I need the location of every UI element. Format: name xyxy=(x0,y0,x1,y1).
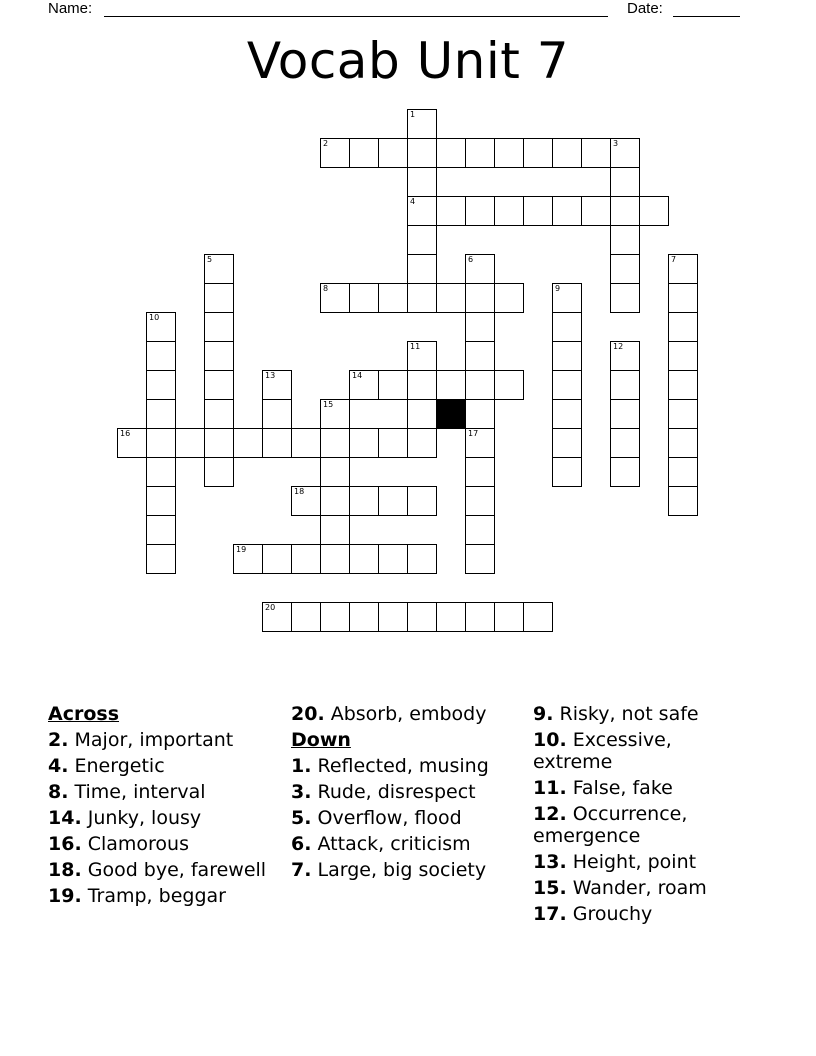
crossword-cell[interactable] xyxy=(262,544,292,574)
clue-across-18: 18. Good bye, farewell xyxy=(48,859,267,881)
crossword-cell[interactable] xyxy=(639,196,669,226)
crossword-cell[interactable] xyxy=(349,486,379,516)
clue-number: 2 xyxy=(323,139,329,148)
crossword-cell[interactable] xyxy=(668,399,698,429)
crossword-cell[interactable] xyxy=(262,428,292,458)
crossword-cell[interactable] xyxy=(407,428,437,458)
crossword-cell[interactable] xyxy=(204,457,234,487)
clue-number: 7 xyxy=(671,255,677,264)
crossword-cell[interactable] xyxy=(175,428,205,458)
crossword-cell-11[interactable] xyxy=(407,341,437,371)
crossword-cell[interactable] xyxy=(320,486,350,516)
crossword-cell[interactable] xyxy=(407,283,437,313)
crossword-cell[interactable] xyxy=(610,225,640,255)
clue-number: 18 xyxy=(294,487,305,496)
clues-column-1 xyxy=(48,703,268,907)
clues-column-3 xyxy=(533,703,753,925)
crossword-cell[interactable] xyxy=(581,138,611,168)
crossword-cell[interactable] xyxy=(465,283,495,313)
crossword-cell[interactable] xyxy=(494,602,524,632)
clue-down-13: 13. Height, point xyxy=(533,851,697,873)
crossword-cell[interactable] xyxy=(407,225,437,255)
clue-number: 1 xyxy=(410,110,416,119)
crossword-cell[interactable] xyxy=(378,283,408,313)
crossword-cell[interactable] xyxy=(523,138,553,168)
crossword-cell[interactable] xyxy=(349,138,379,168)
crossword-cell[interactable] xyxy=(610,457,640,487)
crossword-cell[interactable] xyxy=(610,196,640,226)
crossword-cell[interactable] xyxy=(465,138,495,168)
name-label: Name: xyxy=(48,0,93,17)
crossword-cell[interactable] xyxy=(465,196,495,226)
crossword-cell[interactable] xyxy=(378,370,408,400)
crossword-cell[interactable] xyxy=(610,254,640,284)
crossword-cell[interactable] xyxy=(204,283,234,313)
crossword-cell[interactable] xyxy=(146,370,176,400)
crossword-cell-13[interactable] xyxy=(262,370,292,400)
clue-number: 4 xyxy=(410,197,416,206)
crossword-cell[interactable] xyxy=(407,544,437,574)
crossword-cell[interactable] xyxy=(204,370,234,400)
crossword-cell[interactable] xyxy=(523,196,553,226)
crossword-cell[interactable] xyxy=(349,428,379,458)
crossword-cell[interactable] xyxy=(378,602,408,632)
crossword-cell[interactable] xyxy=(494,196,524,226)
crossword-cell[interactable] xyxy=(436,370,466,400)
clue-across-19: 19. Tramp, beggar xyxy=(48,885,226,907)
crossword-cell[interactable] xyxy=(378,428,408,458)
crossword-cell-10[interactable] xyxy=(146,312,176,342)
clue-number: 8 xyxy=(323,284,329,293)
clue-across-4: 4. Energetic xyxy=(48,755,165,777)
crossword-cell[interactable] xyxy=(610,428,640,458)
crossword-cell[interactable] xyxy=(523,602,553,632)
clue-across-14: 14. Junky, lousy xyxy=(48,807,202,829)
clue-number: 10 xyxy=(149,313,160,322)
crossword-cell-5[interactable] xyxy=(204,254,234,284)
crossword-cell[interactable] xyxy=(204,341,234,371)
down-heading: Down xyxy=(291,729,351,751)
crossword-cell-12[interactable] xyxy=(610,341,640,371)
crossword-cell[interactable] xyxy=(407,138,437,168)
crossword-cell-4[interactable] xyxy=(407,196,437,226)
crossword-cell[interactable] xyxy=(610,167,640,197)
clue-down-11: 11. False, fake xyxy=(533,777,673,799)
page-title: Vocab Unit 7 xyxy=(246,32,570,90)
crossword-cell[interactable] xyxy=(494,370,524,400)
crossword-cell[interactable] xyxy=(668,428,698,458)
crossword-cell[interactable] xyxy=(610,399,640,429)
crossword-cell[interactable] xyxy=(552,341,582,371)
crossword-cell[interactable] xyxy=(407,167,437,197)
crossword-cell[interactable] xyxy=(146,399,176,429)
crossword-cell-20[interactable] xyxy=(262,602,292,632)
crossword-cell[interactable] xyxy=(291,544,321,574)
crossword-cell[interactable] xyxy=(146,457,176,487)
crossword-cell[interactable] xyxy=(668,341,698,371)
crossword-cell-2[interactable] xyxy=(320,138,350,168)
crossword-cell[interactable] xyxy=(610,283,640,313)
clue-across-20: 20. Absorb, embody xyxy=(291,703,487,725)
crossword-cell[interactable] xyxy=(552,457,582,487)
crossword-cell[interactable] xyxy=(668,370,698,400)
clue-number: 13 xyxy=(265,371,276,380)
crossword-cell-16[interactable] xyxy=(117,428,147,458)
name-blank-line[interactable] xyxy=(104,16,608,17)
crossword-cell-19[interactable] xyxy=(233,544,263,574)
crossword-cell[interactable] xyxy=(146,486,176,516)
crossword-cell[interactable] xyxy=(436,602,466,632)
crossword-cell-3[interactable] xyxy=(610,138,640,168)
crossword-cell[interactable] xyxy=(407,602,437,632)
clue-down-15: 15. Wander, roam xyxy=(533,877,707,899)
crossword-cell[interactable] xyxy=(552,312,582,342)
clues-column-2 xyxy=(291,703,516,881)
crossword-cell-9[interactable] xyxy=(552,283,582,313)
clue-number: 14 xyxy=(352,371,363,380)
crossword-cell[interactable] xyxy=(552,399,582,429)
crossword-cell[interactable] xyxy=(378,486,408,516)
crossword-cell[interactable] xyxy=(668,283,698,313)
crossword-cell[interactable] xyxy=(407,254,437,284)
crossword-cell[interactable] xyxy=(668,312,698,342)
crossword-cell[interactable] xyxy=(465,515,495,545)
clue-number: 20 xyxy=(265,603,276,612)
clue-number: 17 xyxy=(468,429,479,438)
crossword-cell[interactable] xyxy=(407,486,437,516)
crossword-cell[interactable] xyxy=(146,428,176,458)
crossword-cell[interactable] xyxy=(552,428,582,458)
clue-number: 11 xyxy=(410,342,421,351)
clue-number: 5 xyxy=(207,255,213,264)
crossword-cell[interactable] xyxy=(320,515,350,545)
crossword-cell[interactable] xyxy=(465,312,495,342)
crossword-cell[interactable] xyxy=(407,370,437,400)
crossword-cell[interactable] xyxy=(465,457,495,487)
crossword-cell[interactable] xyxy=(465,399,495,429)
crossword-cell[interactable] xyxy=(204,428,234,458)
date-label: Date: xyxy=(627,0,663,17)
crossword-cell[interactable] xyxy=(378,138,408,168)
date-blank-line[interactable] xyxy=(673,16,740,17)
crossword-cell[interactable] xyxy=(552,138,582,168)
crossword-cell-6[interactable] xyxy=(465,254,495,284)
clue-down-1: 1. Reflected, musing xyxy=(291,755,489,777)
crossword-cell[interactable] xyxy=(610,370,640,400)
crossword-cell[interactable] xyxy=(320,602,350,632)
crossword-cell[interactable] xyxy=(552,370,582,400)
crossword-cell-18[interactable] xyxy=(291,486,321,516)
clue-down-5: 5. Overflow, flood xyxy=(291,807,462,829)
crossword-cell[interactable] xyxy=(668,486,698,516)
crossword-cell[interactable] xyxy=(552,196,582,226)
crossword-cell-14[interactable] xyxy=(349,370,379,400)
across-heading: Across xyxy=(48,703,120,725)
clue-down-17: 17. Grouchy xyxy=(533,903,653,925)
clue-number: 15 xyxy=(323,400,334,409)
crossword-cell[interactable] xyxy=(291,428,321,458)
clue-number: 16 xyxy=(120,429,131,438)
clue-number: 12 xyxy=(613,342,624,351)
clue-down-12: 12. Occurrence, emergence xyxy=(533,803,688,847)
crossword-cell[interactable] xyxy=(581,196,611,226)
crossword-cell[interactable] xyxy=(668,457,698,487)
crossword-cell[interactable] xyxy=(465,370,495,400)
clue-down-10: 10. Excessive, extreme xyxy=(533,729,672,773)
crossword-cell[interactable] xyxy=(146,515,176,545)
crossword-cell[interactable] xyxy=(262,399,292,429)
clue-down-3: 3. Rude, disrespect xyxy=(291,781,476,803)
crossword-cell[interactable] xyxy=(494,283,524,313)
crossword-cell[interactable] xyxy=(204,399,234,429)
crossword-cell-8[interactable] xyxy=(320,283,350,313)
crossword-cell[interactable] xyxy=(465,341,495,371)
clue-number: 6 xyxy=(468,255,474,264)
crossword-cell-1[interactable] xyxy=(407,109,437,139)
crossword-cell[interactable] xyxy=(349,602,379,632)
black-cell xyxy=(436,399,466,429)
crossword-cell[interactable] xyxy=(146,341,176,371)
clue-number: 3 xyxy=(613,139,619,148)
crossword-cell[interactable] xyxy=(494,138,524,168)
crossword-cell[interactable] xyxy=(349,544,379,574)
clue-down-7: 7. Large, big society xyxy=(291,859,487,881)
crossword-cell[interactable] xyxy=(407,399,437,429)
clue-number: 19 xyxy=(236,545,247,554)
crossword-cell[interactable] xyxy=(378,544,408,574)
clue-down-9: 9. Risky, not safe xyxy=(533,703,699,725)
crossword-cell[interactable] xyxy=(204,312,234,342)
crossword-cell[interactable] xyxy=(320,428,350,458)
clue-across-8: 8. Time, interval xyxy=(48,781,206,803)
crossword-cell-15[interactable] xyxy=(320,399,350,429)
crossword-cell[interactable] xyxy=(146,544,176,574)
crossword-cell[interactable] xyxy=(320,457,350,487)
clue-number: 9 xyxy=(555,284,561,293)
crossword-cell[interactable] xyxy=(436,196,466,226)
crossword-cell[interactable] xyxy=(465,544,495,574)
crossword-cell[interactable] xyxy=(320,544,350,574)
clue-across-16: 16. Clamorous xyxy=(48,833,189,855)
crossword-cell-17[interactable] xyxy=(465,428,495,458)
crossword-cell[interactable] xyxy=(436,283,466,313)
crossword-cell[interactable] xyxy=(436,138,466,168)
clue-down-6: 6. Attack, criticism xyxy=(291,833,471,855)
crossword-cell[interactable] xyxy=(233,428,263,458)
crossword-cell[interactable] xyxy=(465,486,495,516)
clue-across-2: 2. Major, important xyxy=(48,729,234,751)
crossword-cell-7[interactable] xyxy=(668,254,698,284)
crossword-cell[interactable] xyxy=(291,602,321,632)
crossword-cell[interactable] xyxy=(465,602,495,632)
crossword-cell[interactable] xyxy=(349,283,379,313)
